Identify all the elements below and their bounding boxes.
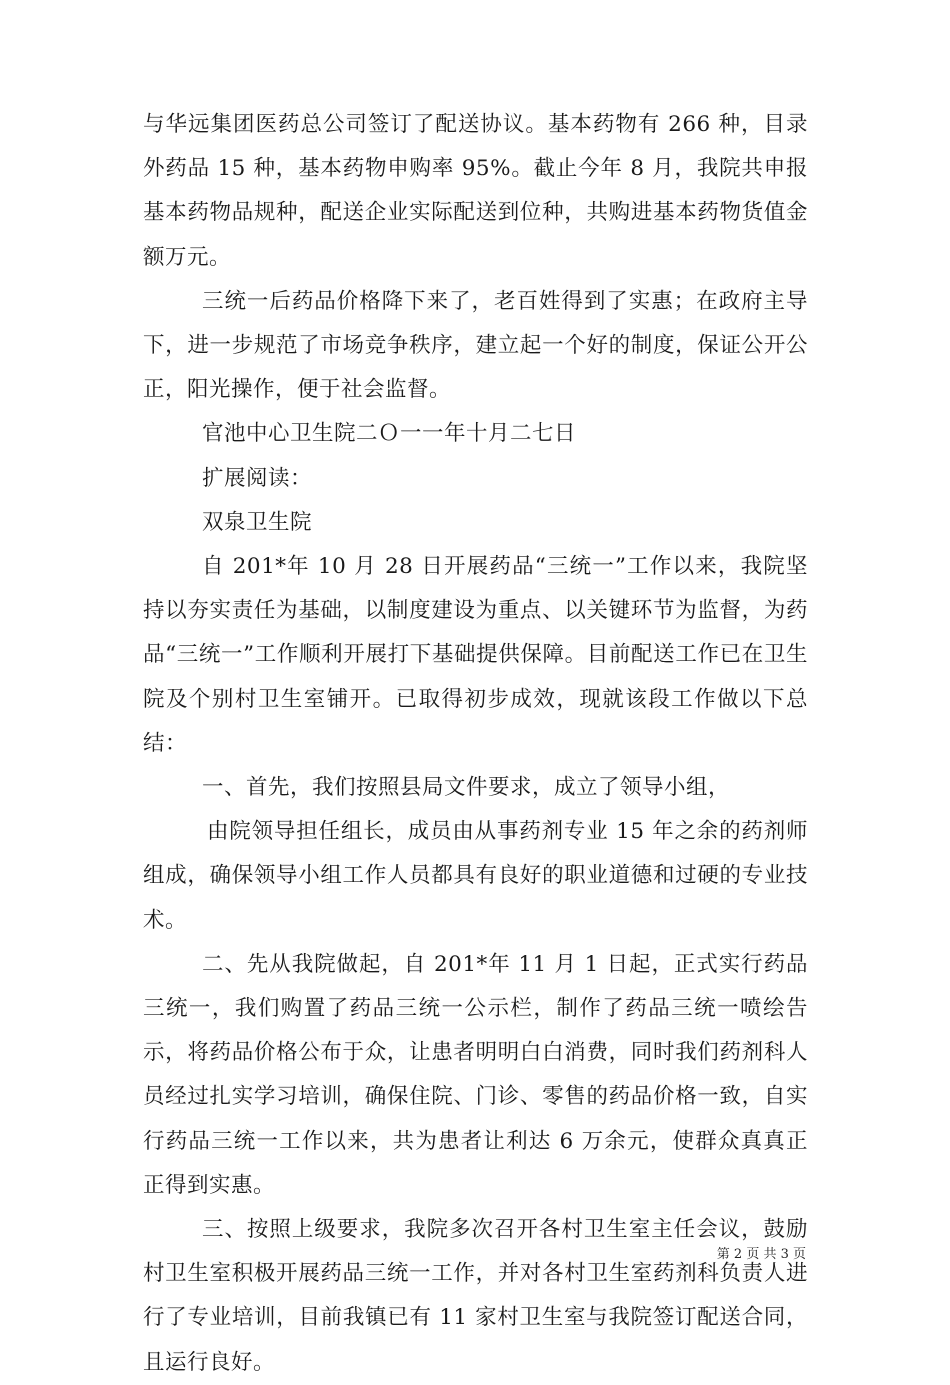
page-number-footer: 第 2 页 共 3 页 [716,1247,806,1262]
paragraph-point-one: 一、首先，我们按照县局文件要求，成立了领导小组， [202,775,731,801]
paragraph-point-three: 三、按照上级要求，我院多次召开各村卫生室主任会议，鼓励村卫生室积极开展药品三统一工作，并对各村卫生室药剂科负责人进行了专业培训，目前我镇已有 11 家村卫生室与我院签订配送合同，且运行良好。 [143,1217,808,1375]
signature-date-line: 官池中心卫生院二Ｏ一一年十月二七日 [202,421,577,447]
paragraph-price-reduction: 三统一后药品价格降下来了，老百姓得到了实惠；在政府主导下，进一步规范了市场竞争秩序，建立起一个好的制度，保证公开公正，阳光操作，便于社会监督。 [143,288,808,403]
paragraph-point-two: 二、先从我院做起，自 201*年 11 月 1 日起，正式实行药品三统一，我们购置了药品三统一公示栏，制作了药品三统一喷绘告示，将药品价格公布于众，让患者明明白白消费，同时我们药剂科人员经过扎实学习培训，确保住院、门诊、零售的药品价格一致，自实行药品三统一工作以来，共为患者让利达 6 万余元，使群众真真正正得到实惠。 [143,951,808,1198]
paragraph-distribution-agreement: 与华远集团医药总公司签订了配送协议。基本药物有 266 种，目录外药品 15 种，基本药物申购率 95%。截止今年 8 月，我院共申报基本药物品规种，配送企业实际配送到位种，共购进基本药物货值金额万元。 [143,112,808,270]
paragraph-leadership-group: 由院领导担任组长，成员由从事药剂专业 15 年之余的药剂师组成，确保领导小组工作人员都具有良好的职业道德和过硬的专业技术。 [143,819,808,933]
extended-reading-label: 扩展阅读： [202,465,313,491]
document-body [143,103,808,1385]
section-heading-shuangquan: 双泉卫生院 [202,509,313,535]
paragraph-intro-summary: 自 201*年 10 月 28 日开展药品“三统一”工作以来，我院坚持以夯实责任为基础，以制度建设为重点、以关键环节为监督，为药品“三统一”工作顺利开展打下基础提供保障。目前配送工作已在卫生院及个别村卫生室铺开。已取得初步成效，现就该段工作做以下总结： [143,554,808,756]
